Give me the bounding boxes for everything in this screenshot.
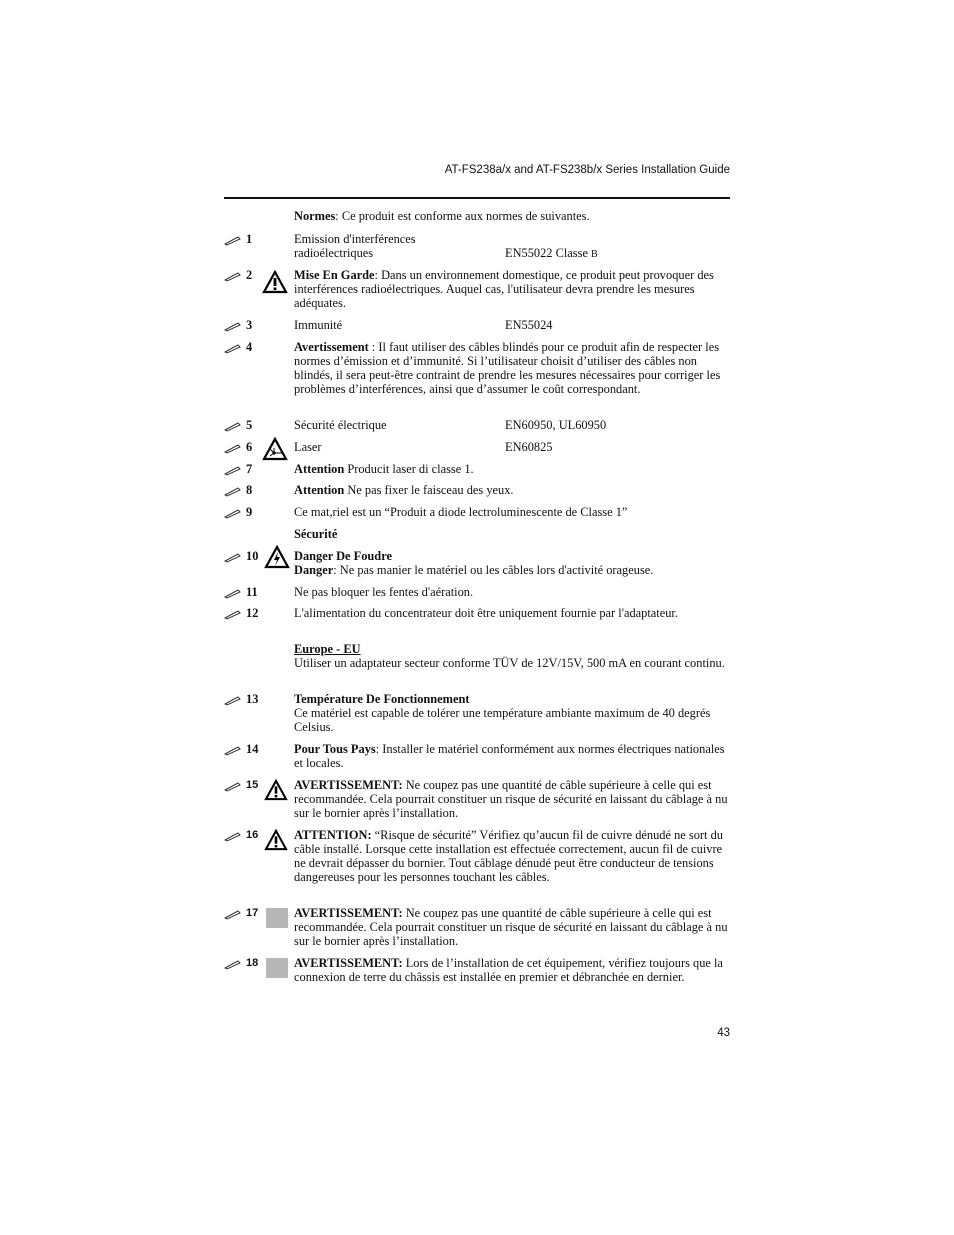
- item-text: Température De Fonctionnement Ce matériel est capable de tolérer une température ambiante maximum de 40 degrés Celsius.: [294, 692, 711, 734]
- item-number: 5: [246, 418, 253, 432]
- europe-text: Utiliser un adaptateur secteur conforme TÜV de 12V/15V, 500 mA en courant continu.: [294, 656, 725, 670]
- item-number: 6: [246, 440, 253, 454]
- item-number: 8: [246, 483, 253, 497]
- item-text: Attention Producit laser di classe 1.: [294, 462, 474, 476]
- standard-value: EN55024: [505, 318, 553, 332]
- item-text: ATTENTION: “Risque de sécurité” Vérifiez qu’aucun fil de cuivre dénudé ne sort du câble installé. Lorsque cette installation est effectuée correctement, aucun fil de cuivre ne devrait dépasser du bornier. Tout câblage dénudé peut être conducteur de tensions dangereuses pour les personnes touchant les câbles.: [294, 828, 723, 884]
- standard-value: EN60825: [505, 440, 553, 454]
- pen-icon: [224, 420, 242, 432]
- item-number: 3: [246, 318, 253, 332]
- item-text: Attention Ne pas fixer le faisceau des yeux.: [294, 483, 514, 497]
- item-number: 18: [246, 957, 259, 969]
- item-text: Danger De Foudre Danger: Ne pas manier le matériel ou les câbles lors d'activité orageuse.: [294, 549, 654, 577]
- pen-icon: [224, 830, 242, 842]
- pen-icon: [224, 270, 242, 282]
- intro-text: Normes: Ce produit est conforme aux normes de suivantes.: [294, 209, 590, 223]
- pen-icon: [224, 234, 242, 246]
- standard-value: EN60950, UL60950: [505, 418, 607, 432]
- item-number: 10: [246, 549, 259, 563]
- item-number: 16: [246, 829, 259, 841]
- item-number: 17: [246, 907, 259, 919]
- item-text: AVERTISSEMENT: Lors de l’installation de cet équipement, vérifiez toujours que la connexion de terre du châssis est installée en premier et débranchée en dernier.: [294, 956, 723, 984]
- warning-triangle-icon: [264, 829, 288, 851]
- pen-icon: [224, 587, 242, 599]
- item-number: 13: [246, 692, 259, 706]
- item-text: Mise En Garde: Dans un environnement domestique, ce produit peut provoquer des interférences radioélectriques. Auquel cas, l'utilisateur devra prendre les mesures adéquates.: [294, 268, 714, 310]
- item-text: Ne pas bloquer les fentes d'aération.: [294, 585, 474, 599]
- lightning-warning-icon: [264, 545, 290, 569]
- item-text: Pour Tous Pays: Installer le matériel conformément aux normes électriques nationales et locales.: [294, 742, 725, 770]
- warning-triangle-icon: [264, 779, 288, 801]
- warning-triangle-icon: [262, 270, 288, 294]
- pen-icon: [224, 608, 242, 620]
- pen-icon: [224, 958, 242, 970]
- item-text: L'alimentation du concentrateur doit être uniquement fournie par l'adaptateur.: [294, 606, 678, 620]
- pen-icon: [224, 744, 242, 756]
- pen-icon: [224, 694, 242, 706]
- item-label: Laser: [294, 440, 322, 454]
- item-text: AVERTISSEMENT: Ne coupez pas une quantité de câble supérieure à celle qui est recommandée. Cela pourrait constituer un risque de sécurité en laissant du câblage à nu sur le bornier après l’installation.: [294, 906, 728, 948]
- pen-icon: [224, 342, 242, 354]
- item-label-cont: radioélectriques: [294, 246, 374, 260]
- item-label: Sécurité électrique: [294, 418, 387, 432]
- pen-icon: [224, 551, 242, 563]
- item-number: 14: [246, 742, 259, 756]
- grey-placeholder-icon: [266, 958, 288, 978]
- item-number: 2: [246, 268, 253, 282]
- item-number: 15: [246, 779, 259, 791]
- pen-icon: [224, 442, 242, 454]
- pen-icon: [224, 908, 242, 920]
- pen-icon: [224, 320, 242, 332]
- item-number: 11: [246, 585, 258, 599]
- running-header: AT-FS238a/x and AT-FS238b/x Series Installation Guide: [444, 164, 730, 176]
- pen-icon: [224, 507, 242, 519]
- item-text: Avertissement : Il faut utiliser des câbles blindés pour ce produit afin de respecter les normes d’émission et d’immunité. Si l’utilisateur choisit d’utiliser des câbles non blindés, il sera peut-être contraint de prendre les mesures nécessaires pour corriger les problèmes d’interférences, ainsi que d’assumer le coût correspondant.: [294, 340, 721, 396]
- item-number: 7: [246, 462, 253, 476]
- item-number: 12: [246, 606, 259, 620]
- item-number: 4: [246, 340, 253, 354]
- pen-icon: [224, 464, 242, 476]
- item-text: AVERTISSEMENT: Ne coupez pas une quantité de câble supérieure à celle qui est recommandée. Cela pourrait constituer un risque de sécurité en laissant du câblage à nu sur le bornier après l’installation.: [294, 778, 728, 820]
- item-number: 1: [246, 232, 253, 246]
- header-rule: [224, 197, 730, 199]
- item-label: Immunité: [294, 318, 343, 332]
- item-number: 9: [246, 505, 253, 519]
- pen-icon: [224, 485, 242, 497]
- page-number: 43: [717, 1027, 730, 1039]
- laser-warning-icon: [262, 437, 288, 461]
- pen-icon: [224, 780, 242, 792]
- standard-value: EN55022 Classe B: [505, 246, 598, 260]
- section-heading: Sécurité: [294, 527, 338, 541]
- item-label: Emission d'interférences: [294, 232, 416, 246]
- grey-placeholder-icon: [266, 908, 288, 928]
- europe-heading: Europe - EU: [294, 642, 361, 656]
- item-text: Ce mat,riel est un “Produit a diode lectroluminescente de Classe 1”: [294, 505, 628, 519]
